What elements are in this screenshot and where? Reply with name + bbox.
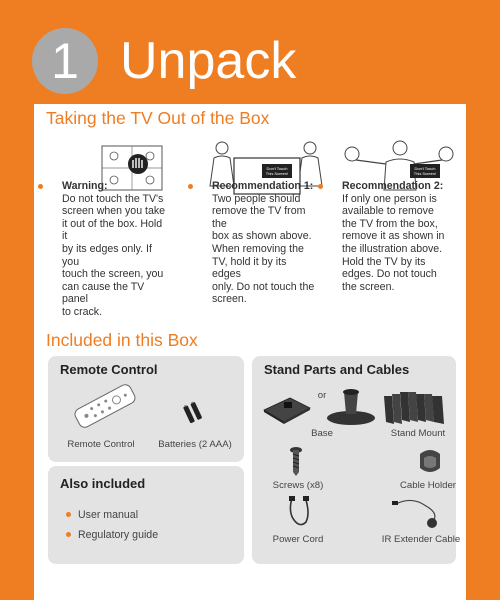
bullet-text: Two people should remove the TV from the box as shown above. When removing the TV, hold it by its edges only. Do not touch the screen. — [212, 192, 315, 306]
base-label: Base — [311, 428, 333, 439]
box-title: Also included — [60, 476, 146, 491]
bullet-dot-icon — [66, 512, 71, 517]
power-cord-label: Power Cord — [272, 534, 324, 545]
bullet-dot-icon — [66, 532, 71, 537]
bullet-text: Do not touch the TV's screen when you take it out of the box. Hold it by its edges only. If you touch the screen, you can cause the TV panel to crack. — [62, 192, 166, 318]
bullet-heading: Warning: — [62, 180, 108, 192]
ir-extender-cable-icon — [392, 496, 448, 530]
remote-control-box — [48, 356, 244, 462]
also-included-list — [66, 508, 158, 548]
bullet-dot-icon — [318, 184, 323, 189]
bullet-dot-icon — [188, 184, 193, 189]
step-number-badge: 1 — [32, 28, 98, 94]
page-header — [0, 0, 500, 104]
stand-mount-label: Stand Mount — [390, 428, 446, 439]
or-label: or — [317, 390, 327, 401]
svg-text:This Screen!: This Screen! — [413, 171, 437, 176]
cable-holder-label: Cable Holder — [400, 480, 456, 491]
section-title-taking-tv-out: Taking the TV Out of the Box — [46, 108, 270, 128]
remote-control-icon — [70, 378, 140, 434]
bullet-dot-icon — [38, 184, 43, 189]
stand-mount-icon — [382, 386, 448, 426]
content-panel — [34, 104, 466, 600]
batteries-icon — [182, 400, 206, 424]
stand-parts-box — [252, 356, 461, 564]
svg-text:Don't Touch: Don't Touch — [266, 166, 288, 171]
bullet-recommendation-2 — [318, 180, 446, 293]
base-round-icon — [324, 384, 378, 428]
ir-extender-cable-label: IR Extender Cable — [381, 534, 461, 545]
also-included-box — [48, 466, 244, 564]
page-title: Unpack — [120, 32, 297, 90]
section-title-included: Included in this Box — [46, 330, 198, 350]
screws-label: Screws (x8) — [272, 480, 324, 491]
list-item: Regulatory guide — [66, 528, 158, 548]
bullet-heading: Recommendation 1: — [212, 180, 314, 192]
cable-holder-icon — [416, 448, 444, 476]
bullet-warning — [38, 180, 166, 319]
box-title: Stand Parts and Cables — [264, 362, 410, 377]
batteries-label: Batteries (2 AAA) — [158, 439, 232, 450]
power-cord-icon — [286, 496, 312, 530]
screws-icon — [286, 446, 306, 476]
svg-text:Don't Touch: Don't Touch — [414, 166, 436, 171]
bullet-recommendation-1 — [188, 180, 316, 306]
base-flat-icon — [260, 386, 314, 426]
box-title: Remote Control — [60, 362, 158, 377]
bullet-heading: Recommendation 2: — [342, 180, 444, 192]
list-item: User manual — [66, 508, 158, 528]
bullet-text: If only one person is available to remove the TV from the box, remove it as shown in the illustration above. Hold the TV by its edges. Do not touch the screen. — [342, 192, 445, 293]
remote-control-label: Remote Control — [67, 439, 135, 450]
svg-text:This Screen!: This Screen! — [265, 171, 289, 176]
